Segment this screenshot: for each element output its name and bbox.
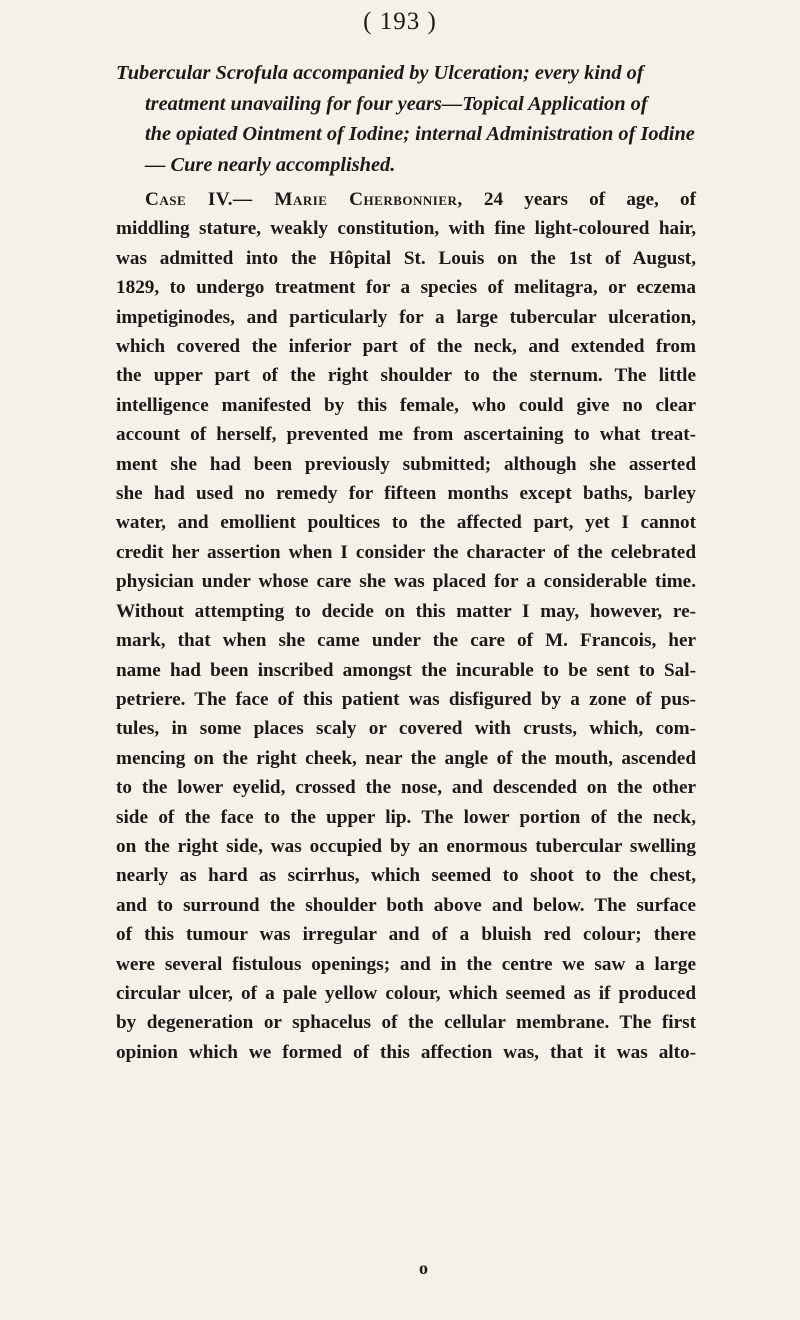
body-line: on the right side, was occupied by an enormous tubercular swelling [116, 835, 696, 857]
body-line: credit her assertion when I consider the character of the celebrated [116, 541, 696, 563]
case-heading [116, 58, 716, 180]
body-line: intelligence manifested by this female, who could give no clear [116, 394, 696, 416]
body-line-first [116, 185, 696, 214]
signature-mark: o [419, 1258, 428, 1278]
body-line: were several fistulous openings; and in the centre we saw a large [116, 953, 696, 975]
body-line: name had been inscribed amongst the incurable to be sent to Sal- [116, 659, 696, 681]
body-line: circular ulcer, of a pale yellow colour, which seemed as if produced [116, 982, 696, 1004]
heading-line: — Cure nearly accomplished. [145, 153, 396, 176]
body-line: opinion which we formed of this affection was, that it was alto- [116, 1041, 696, 1063]
body-line: and to surround the shoulder both above and below. The surface [116, 894, 696, 916]
body-line: physician under whose care she was placed for a considerable time. [116, 571, 696, 593]
body-line: middling stature, weakly constitution, with fine light-coloured hair, [116, 218, 696, 240]
case-body-text [116, 185, 696, 1067]
body-line: water, and emollient poultices to the affected part, yet I cannot [116, 512, 696, 534]
body-line: tules, in some places scaly or covered with crusts, which, com- [116, 718, 696, 740]
body-line: impetiginodes, and particularly for a large tubercular ulceration, [116, 306, 696, 328]
body-line: to the lower eyelid, crossed the nose, and descended on the other [116, 777, 696, 799]
body-line: account of herself, prevented me from ascertaining to what treat- [116, 424, 696, 446]
case-label: Case IV.— Marie Cherbonnier, [145, 189, 463, 210]
body-line: mencing on the right cheek, near the angle of the mouth, ascended [116, 747, 696, 769]
body-line: of this tumour was irregular and of a bluish red colour; there [116, 924, 696, 946]
body-line: was admitted into the Hôpital St. Louis on the 1st of August, [116, 247, 696, 269]
heading-line: the opiated Ointment of Iodine; internal Administration of Iodine [145, 123, 695, 145]
body-line: Without attempting to decide on this matter I may, however, re- [116, 600, 696, 622]
body-line-text: 24 years of age, of [462, 189, 696, 210]
body-line: side of the face to the upper lip. The lower portion of the neck, [116, 806, 696, 828]
body-line: by degeneration or sphacelus of the cellular membrane. The first [116, 1012, 696, 1034]
body-line: which covered the inferior part of the neck, and extended from [116, 336, 696, 358]
body-line: petriere. The face of this patient was disfigured by a zone of pus- [116, 688, 696, 710]
body-line: she had used no remedy for fifteen months except baths, barley [116, 483, 696, 505]
body-line: 1829, to undergo treatment for a species of melitagra, or eczema [116, 277, 696, 299]
body-line: nearly as hard as scirrhus, which seemed to shoot to the chest, [116, 865, 696, 887]
body-line: ment she had been previously submitted; although she asserted [116, 453, 696, 475]
body-line: mark, that when she came under the care of M. Francois, her [116, 630, 696, 652]
heading-line: Tubercular Scrofula accompanied by Ulceration; every kind of [116, 62, 644, 84]
heading-line: treatment unavailing for four years—Topical Application of [145, 92, 648, 115]
body-line: the upper part of the right shoulder to the sternum. The little [116, 365, 696, 387]
page-number: ( 193 ) [363, 8, 437, 35]
